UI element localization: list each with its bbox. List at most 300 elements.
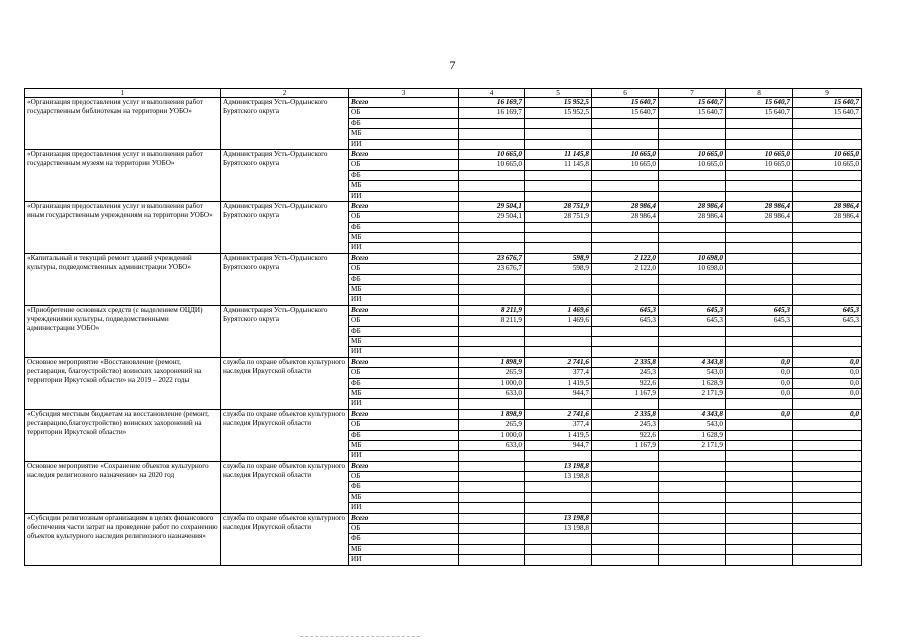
amount-cell: [592, 326, 659, 336]
amount-cell: [525, 503, 592, 513]
funding-source: Всего: [349, 253, 459, 263]
amount-cell: [793, 264, 862, 274]
amount-cell: 633,0: [459, 440, 525, 450]
amount-cell: 15 640,7: [793, 108, 862, 118]
amount-cell: [726, 253, 793, 263]
amount-cell: [659, 139, 726, 149]
amount-cell: [459, 544, 525, 554]
amount-cell: [525, 326, 592, 336]
funding-source: МБ: [349, 544, 459, 554]
funding-source: МБ: [349, 233, 459, 243]
amount-cell: [459, 222, 525, 232]
amount-cell: [459, 472, 525, 482]
amount-cell: 10 698,0: [659, 264, 726, 274]
amount-cell: [659, 524, 726, 534]
amount-cell: 11 145,8: [525, 149, 592, 159]
amount-cell: [459, 129, 525, 139]
amount-cell: [459, 555, 525, 565]
amount-cell: 10 665,0: [726, 160, 793, 170]
funding-source: МБ: [349, 440, 459, 450]
amount-cell: [793, 295, 862, 305]
amount-cell: [726, 326, 793, 336]
amount-cell: [459, 534, 525, 544]
amount-cell: [793, 326, 862, 336]
column-number: 4: [459, 89, 525, 98]
amount-cell: [525, 170, 592, 180]
funding-source: ИИ: [349, 191, 459, 201]
amount-cell: [726, 534, 793, 544]
amount-cell: 645,3: [659, 305, 726, 315]
table-row: [25, 98, 862, 108]
table-row: [25, 513, 862, 523]
amount-cell: [726, 482, 793, 492]
funding-source: ОБ: [349, 212, 459, 222]
column-number: 3: [349, 89, 459, 98]
amount-cell: 28 986,4: [592, 201, 659, 211]
table-row: [25, 253, 862, 263]
amount-cell: 10 665,0: [592, 160, 659, 170]
amount-cell: 8 211,9: [459, 305, 525, 315]
funding-source: Всего: [349, 98, 459, 108]
amount-cell: [726, 274, 793, 284]
budget-table: [24, 88, 862, 566]
measure-description: «Организация предоставления услуг и выполнения работ государственным библиотекам на территории УОБО»: [25, 98, 221, 150]
funding-source: ОБ: [349, 108, 459, 118]
amount-cell: [525, 118, 592, 128]
amount-cell: 645,3: [793, 305, 862, 315]
table-row: [25, 461, 862, 471]
amount-cell: 10 665,0: [659, 160, 726, 170]
amount-cell: 2 122,0: [592, 264, 659, 274]
amount-cell: 1 898,9: [459, 409, 525, 419]
amount-cell: [726, 430, 793, 440]
amount-cell: [659, 513, 726, 523]
amount-cell: 0,0: [793, 388, 862, 398]
amount-cell: [659, 472, 726, 482]
amount-cell: 645,3: [793, 316, 862, 326]
table-row: [25, 357, 862, 367]
amount-cell: [459, 451, 525, 461]
table-body: [25, 89, 862, 566]
amount-cell: 28 986,4: [793, 212, 862, 222]
amount-cell: [592, 191, 659, 201]
amount-cell: [659, 222, 726, 232]
funding-source: ИИ: [349, 243, 459, 253]
amount-cell: 598,9: [525, 253, 592, 263]
funding-source: ФБ: [349, 222, 459, 232]
amount-cell: [525, 222, 592, 232]
funding-source: ИИ: [349, 139, 459, 149]
amount-cell: 28 986,4: [659, 201, 726, 211]
funding-source: Всего: [349, 149, 459, 159]
amount-cell: 0,0: [726, 368, 793, 378]
amount-cell: [592, 233, 659, 243]
amount-cell: [793, 139, 862, 149]
amount-cell: 28 986,4: [793, 201, 862, 211]
amount-cell: [525, 129, 592, 139]
amount-cell: [592, 399, 659, 409]
funding-source: ФБ: [349, 534, 459, 544]
amount-cell: [793, 399, 862, 409]
funding-source: ФБ: [349, 482, 459, 492]
amount-cell: [726, 492, 793, 502]
amount-cell: 2 741,6: [525, 357, 592, 367]
amount-cell: 28 986,4: [592, 212, 659, 222]
amount-cell: [592, 118, 659, 128]
executor-name: служба по охране объектов культурного наследия Иркутской области: [221, 513, 349, 565]
measure-description: «Приобретение основных средств (с выделением ОЦДИ) учреждениями культуры, подведомственными администрации УОБО»: [25, 305, 221, 357]
amount-cell: [793, 430, 862, 440]
amount-cell: [459, 181, 525, 191]
executor-name: служба по охране объектов культурного наследия Иркутской области: [221, 461, 349, 513]
amount-cell: [793, 243, 862, 253]
measure-description: «Субсидия местным бюджетам на восстановление (ремонт, реставрацию,благоустройство) воинских захоронений на территории Иркутской области»: [25, 409, 221, 461]
amount-cell: [592, 129, 659, 139]
amount-cell: [659, 503, 726, 513]
amount-cell: 645,3: [592, 305, 659, 315]
funding-source: ФБ: [349, 326, 459, 336]
amount-cell: 0,0: [793, 378, 862, 388]
amount-cell: [525, 347, 592, 357]
amount-cell: [659, 274, 726, 284]
amount-cell: [793, 534, 862, 544]
funding-source: ФБ: [349, 378, 459, 388]
executor-name: Администрация Усть-Ордынского Бурятского округа: [221, 98, 349, 150]
amount-cell: [592, 181, 659, 191]
amount-cell: [592, 461, 659, 471]
amount-cell: [592, 544, 659, 554]
measure-description: «Организация предоставления услуг и выполнения работ государственным музеям на территории УОБО»: [25, 149, 221, 201]
amount-cell: [793, 181, 862, 191]
amount-cell: 2 335,8: [592, 409, 659, 419]
amount-cell: 11 145,8: [525, 160, 592, 170]
amount-cell: [659, 555, 726, 565]
amount-cell: 28 751,9: [525, 201, 592, 211]
funding-source: ОБ: [349, 368, 459, 378]
amount-cell: [592, 534, 659, 544]
funding-source: ИИ: [349, 555, 459, 565]
funding-source: МБ: [349, 285, 459, 295]
amount-cell: 10 665,0: [726, 149, 793, 159]
amount-cell: 0,0: [793, 357, 862, 367]
funding-source: МБ: [349, 129, 459, 139]
amount-cell: [659, 170, 726, 180]
amount-cell: [659, 534, 726, 544]
amount-cell: [592, 274, 659, 284]
amount-cell: [726, 139, 793, 149]
amount-cell: [525, 274, 592, 284]
amount-cell: [659, 399, 726, 409]
amount-cell: [659, 544, 726, 554]
amount-cell: [525, 285, 592, 295]
column-number: 8: [726, 89, 793, 98]
amount-cell: [459, 347, 525, 357]
amount-cell: [592, 503, 659, 513]
amount-cell: 15 952,5: [525, 108, 592, 118]
amount-cell: [525, 492, 592, 502]
funding-source: ФБ: [349, 274, 459, 284]
amount-cell: [592, 555, 659, 565]
amount-cell: 10 665,0: [659, 149, 726, 159]
amount-cell: 15 640,7: [592, 108, 659, 118]
amount-cell: [525, 181, 592, 191]
amount-cell: [793, 118, 862, 128]
amount-cell: [659, 461, 726, 471]
amount-cell: 10 665,0: [592, 149, 659, 159]
amount-cell: [525, 555, 592, 565]
amount-cell: [793, 472, 862, 482]
amount-cell: 1 167,9: [592, 440, 659, 450]
amount-cell: 0,0: [726, 378, 793, 388]
funding-source: ФБ: [349, 170, 459, 180]
amount-cell: 645,3: [592, 316, 659, 326]
funding-source: Всего: [349, 461, 459, 471]
amount-cell: [459, 399, 525, 409]
funding-source: МБ: [349, 181, 459, 191]
amount-cell: 645,3: [726, 316, 793, 326]
amount-cell: 28 986,4: [726, 201, 793, 211]
amount-cell: [793, 461, 862, 471]
amount-cell: [459, 191, 525, 201]
amount-cell: 598,9: [525, 264, 592, 274]
funding-source: ФБ: [349, 118, 459, 128]
amount-cell: 543,0: [659, 420, 726, 430]
amount-cell: [726, 513, 793, 523]
amount-cell: [793, 274, 862, 284]
table-row: [25, 409, 862, 419]
amount-cell: [726, 347, 793, 357]
amount-cell: [726, 295, 793, 305]
amount-cell: [459, 139, 525, 149]
table-row: [25, 305, 862, 315]
amount-cell: [726, 555, 793, 565]
amount-cell: 23 676,7: [459, 264, 525, 274]
amount-cell: [793, 513, 862, 523]
amount-cell: 645,3: [659, 316, 726, 326]
amount-cell: [592, 482, 659, 492]
amount-cell: 0,0: [726, 409, 793, 419]
amount-cell: 0,0: [793, 409, 862, 419]
funding-source: Всего: [349, 357, 459, 367]
amount-cell: 4 343,8: [659, 357, 726, 367]
column-number: 7: [659, 89, 726, 98]
amount-cell: [459, 274, 525, 284]
amount-cell: 1 419,5: [525, 430, 592, 440]
amount-cell: [592, 513, 659, 523]
amount-cell: [793, 129, 862, 139]
amount-cell: 16 169,7: [459, 108, 525, 118]
amount-cell: [793, 555, 862, 565]
amount-cell: 922,6: [592, 378, 659, 388]
amount-cell: 944,7: [525, 440, 592, 450]
funding-source: Всего: [349, 513, 459, 523]
funding-source: ИИ: [349, 399, 459, 409]
funding-source: ОБ: [349, 316, 459, 326]
amount-cell: [659, 191, 726, 201]
amount-cell: 245,3: [592, 368, 659, 378]
funding-source: ОБ: [349, 160, 459, 170]
amount-cell: [659, 451, 726, 461]
amount-cell: [459, 503, 525, 513]
amount-cell: [525, 544, 592, 554]
amount-cell: [592, 139, 659, 149]
amount-cell: [793, 233, 862, 243]
funding-source: ФБ: [349, 430, 459, 440]
amount-cell: [592, 243, 659, 253]
amount-cell: 1 000,0: [459, 430, 525, 440]
amount-cell: 13 198,8: [525, 461, 592, 471]
amount-cell: [793, 492, 862, 502]
funding-source: Всего: [349, 201, 459, 211]
amount-cell: 10 665,0: [793, 160, 862, 170]
amount-cell: [726, 544, 793, 554]
column-number: 5: [525, 89, 592, 98]
funding-source: ОБ: [349, 264, 459, 274]
amount-cell: 543,0: [659, 368, 726, 378]
table-row: [25, 201, 862, 211]
amount-cell: [459, 482, 525, 492]
measure-description: Основное мероприятие «Восстановление (ремонт, реставрация, благоустройство) воинских захоронений на территории Иркутской области» на 2019 – 2022 годы: [25, 357, 221, 409]
amount-cell: [726, 420, 793, 430]
column-number: 9: [793, 89, 862, 98]
amount-cell: [726, 461, 793, 471]
amount-cell: 633,0: [459, 388, 525, 398]
amount-cell: [726, 118, 793, 128]
amount-cell: 10 698,0: [659, 253, 726, 263]
amount-cell: [459, 492, 525, 502]
column-number-row: [25, 89, 862, 98]
amount-cell: [525, 399, 592, 409]
amount-cell: 265,9: [459, 420, 525, 430]
amount-cell: [592, 285, 659, 295]
funding-source: МБ: [349, 388, 459, 398]
amount-cell: 13 198,8: [525, 472, 592, 482]
amount-cell: [659, 233, 726, 243]
amount-cell: 2 335,8: [592, 357, 659, 367]
funding-source: ОБ: [349, 420, 459, 430]
amount-cell: 15 640,7: [793, 98, 862, 108]
amount-cell: [459, 243, 525, 253]
executor-name: Администрация Усть-Ордынского Бурятского округа: [221, 201, 349, 253]
amount-cell: [793, 451, 862, 461]
amount-cell: [459, 461, 525, 471]
amount-cell: 1 419,5: [525, 378, 592, 388]
amount-cell: 1 628,9: [659, 378, 726, 388]
measure-description: «Организация предоставления услуг и выполнения работ иным государственным учреждениям на территории УОБО»: [25, 201, 221, 253]
amount-cell: 245,3: [592, 420, 659, 430]
amount-cell: 15 640,7: [659, 108, 726, 118]
amount-cell: [726, 129, 793, 139]
funding-source: ИИ: [349, 347, 459, 357]
amount-cell: [459, 285, 525, 295]
amount-cell: [659, 181, 726, 191]
amount-cell: [659, 129, 726, 139]
amount-cell: [659, 492, 726, 502]
amount-cell: [793, 347, 862, 357]
funding-source: ИИ: [349, 503, 459, 513]
amount-cell: [726, 524, 793, 534]
measure-description: Основное мероприятие «Сохранение объектов культурного наследия религиозного назначения» на 2020 год: [25, 461, 221, 513]
amount-cell: [459, 118, 525, 128]
amount-cell: [793, 336, 862, 346]
amount-cell: [726, 181, 793, 191]
amount-cell: 922,6: [592, 430, 659, 440]
amount-cell: [525, 295, 592, 305]
amount-cell: [525, 233, 592, 243]
amount-cell: [525, 482, 592, 492]
amount-cell: [793, 440, 862, 450]
amount-cell: [592, 222, 659, 232]
amount-cell: [793, 544, 862, 554]
amount-cell: [659, 295, 726, 305]
amount-cell: [659, 482, 726, 492]
executor-name: Администрация Усть-Ордынского Бурятского округа: [221, 149, 349, 201]
amount-cell: 265,9: [459, 368, 525, 378]
column-number: 6: [592, 89, 659, 98]
amount-cell: 1 469,6: [525, 316, 592, 326]
amount-cell: [459, 170, 525, 180]
amount-cell: 2 122,0: [592, 253, 659, 263]
executor-name: Администрация Усть-Ордынского Бурятского округа: [221, 253, 349, 305]
amount-cell: [793, 253, 862, 263]
amount-cell: [525, 243, 592, 253]
amount-cell: 1 469,6: [525, 305, 592, 315]
column-number: 2: [221, 89, 349, 98]
amount-cell: 29 504,1: [459, 212, 525, 222]
funding-source: ИИ: [349, 451, 459, 461]
amount-cell: [726, 264, 793, 274]
amount-cell: [459, 336, 525, 346]
amount-cell: [459, 233, 525, 243]
amount-cell: 28 986,4: [726, 212, 793, 222]
table-row: [25, 149, 862, 159]
amount-cell: [525, 191, 592, 201]
amount-cell: [659, 326, 726, 336]
funding-source: Всего: [349, 305, 459, 315]
amount-cell: [726, 472, 793, 482]
amount-cell: [592, 524, 659, 534]
amount-cell: [592, 295, 659, 305]
amount-cell: [459, 326, 525, 336]
amount-cell: [726, 222, 793, 232]
amount-cell: [726, 503, 793, 513]
amount-cell: [592, 347, 659, 357]
amount-cell: 10 665,0: [793, 149, 862, 159]
amount-cell: 2 741,6: [525, 409, 592, 419]
amount-cell: [726, 191, 793, 201]
amount-cell: [592, 472, 659, 482]
amount-cell: 15 640,7: [659, 98, 726, 108]
amount-cell: 13 198,8: [525, 524, 592, 534]
amount-cell: [592, 336, 659, 346]
amount-cell: 16 169,7: [459, 98, 525, 108]
amount-cell: 15 640,7: [592, 98, 659, 108]
amount-cell: [793, 524, 862, 534]
amount-cell: [459, 524, 525, 534]
amount-cell: [793, 191, 862, 201]
amount-cell: [659, 285, 726, 295]
amount-cell: [726, 336, 793, 346]
amount-cell: [726, 285, 793, 295]
amount-cell: [525, 139, 592, 149]
amount-cell: [659, 118, 726, 128]
amount-cell: [525, 534, 592, 544]
amount-cell: 10 665,0: [459, 149, 525, 159]
amount-cell: 0,0: [793, 368, 862, 378]
amount-cell: 0,0: [726, 357, 793, 367]
amount-cell: 28 986,4: [659, 212, 726, 222]
amount-cell: [793, 482, 862, 492]
